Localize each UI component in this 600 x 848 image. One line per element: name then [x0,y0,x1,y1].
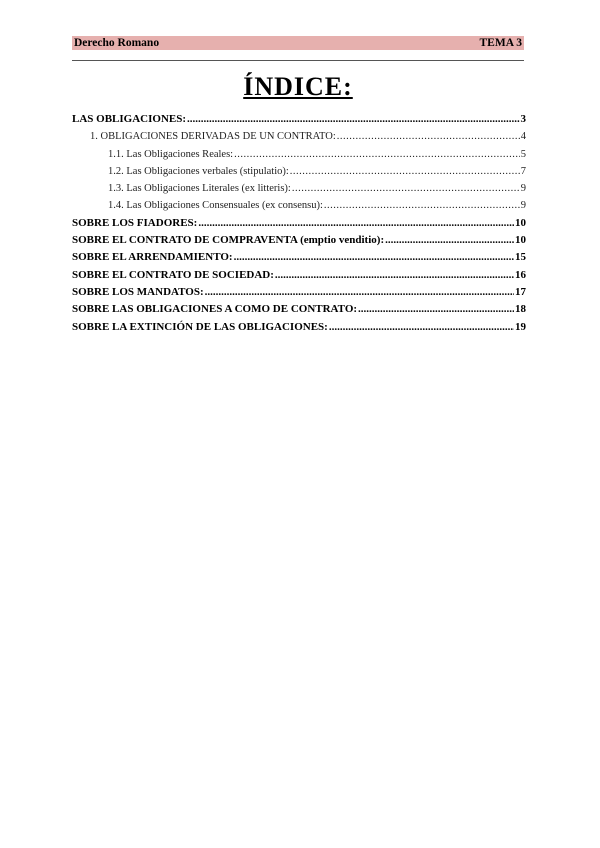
toc-entry-page: 3 [520,113,526,125]
toc-entry[interactable] [72,301,526,318]
toc-entry-label: SOBRE LOS FIADORES: [72,216,198,229]
page-title: ÍNDICE: [243,72,353,101]
toc-dot-leader [205,284,514,301]
toc-dot-leader [329,319,514,336]
toc-entry-label: SOBRE LA EXTINCIÓN DE LAS OBLIGACIONES: [72,320,328,333]
toc-dot-leader [187,111,519,128]
toc-dot-leader [234,249,514,266]
header-topic: TEMA 3 [479,37,522,49]
toc-dot-leader [292,180,520,197]
toc-entry[interactable] [72,163,526,180]
toc-entry-label: SOBRE LAS OBLIGACIONES A COMO DE CONTRATO: [72,303,358,316]
toc-entry-page: 10 [515,234,526,247]
toc-entry[interactable] [72,146,526,163]
toc-entry[interactable] [72,180,526,197]
toc-dot-leader [234,146,520,163]
toc-entry-label: 1. OBLIGACIONES DERIVADAS DE UN CONTRATO: [90,131,336,143]
toc-entry-page: 18 [515,303,526,316]
toc-entry[interactable] [72,128,526,145]
toc-entry-page: 10 [515,216,526,229]
table-of-contents [72,111,526,336]
header-subject: Derecho Romano [74,37,160,49]
toc-entry-page: 15 [515,251,526,264]
toc-dot-leader [198,215,514,232]
toc-entry-label: 1.4. Las Obligaciones Consensuales (ex consensu): [108,200,323,212]
toc-entry[interactable] [72,111,526,128]
toc-entry-label: SOBRE EL ARRENDAMIENTO: [72,251,233,264]
toc-entry-page: 5 [520,148,526,160]
toc-dot-leader [337,128,520,145]
toc-dot-leader [358,301,514,318]
toc-entry-label: 1.1. Las Obligaciones Reales: [108,148,234,160]
toc-entry[interactable] [72,215,526,232]
toc-entry[interactable] [72,249,526,266]
toc-dot-leader [290,163,520,180]
toc-entry[interactable] [72,232,526,249]
running-header [72,36,524,50]
toc-entry[interactable] [72,319,526,336]
toc-dot-leader [275,267,514,284]
toc-entry-page: 19 [515,320,526,333]
toc-entry-label: LAS OBLIGACIONES: [72,113,187,125]
toc-entry-label: SOBRE EL CONTRATO DE COMPRAVENTA (emptio venditio): [72,234,385,247]
toc-entry[interactable] [72,197,526,214]
toc-entry-page: 4 [520,131,526,143]
toc-entry-page: 9 [520,200,526,212]
toc-entry-page: 7 [520,165,526,177]
toc-entry-page: 9 [520,183,526,195]
toc-entry-label: 1.3. Las Obligaciones Literales (ex litteris): [108,183,291,195]
toc-entry-label: 1.2. Las Obligaciones verbales (stipulatio): [108,165,289,177]
toc-entry-page: 16 [515,268,526,281]
toc-entry-label: SOBRE EL CONTRATO DE SOCIEDAD: [72,268,274,281]
toc-entry-label: SOBRE LOS MANDATOS: [72,285,204,298]
toc-dot-leader [385,232,514,249]
toc-entry[interactable] [72,284,526,301]
header-divider [72,60,524,61]
toc-dot-leader [324,197,520,214]
toc-entry[interactable] [72,267,526,284]
toc-entry-page: 17 [515,285,526,298]
